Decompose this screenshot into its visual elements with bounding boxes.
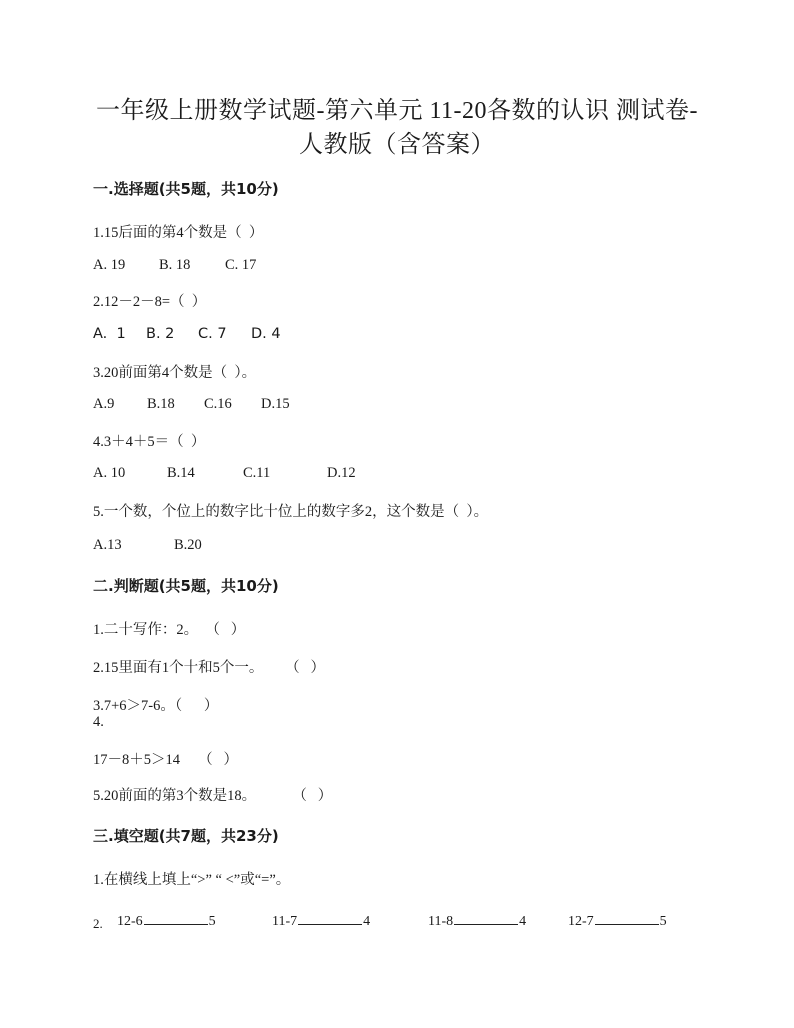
judge-question-2: 2.15里面有1个十和5个一。 （ ） xyxy=(93,660,325,676)
choice-q3-option-b: B.18 xyxy=(147,396,175,412)
fill-item-1-right: 5 xyxy=(208,914,216,929)
judge-question-1: 1.二十写作：2。 （ ） xyxy=(93,622,246,638)
page-title-line1: 一年级上册数学试题-第六单元 11-20各数的认识 测试卷- xyxy=(95,98,699,124)
fill-item-3-blank[interactable] xyxy=(454,910,518,925)
choice-question-1: 1.15后面的第4个数是（ ） xyxy=(93,225,264,241)
fill-item-1 xyxy=(103,894,216,946)
choice-q2-option-c: C. 7 xyxy=(198,326,227,342)
page-title-line2: 人教版（含答案） xyxy=(299,132,495,158)
fill-item-2-blank[interactable] xyxy=(298,910,362,925)
fill-question-2-number: 2. xyxy=(93,916,103,931)
fill-item-2 xyxy=(258,894,370,946)
choice-question-4: 4.3＋4＋5＝（ ） xyxy=(93,434,206,450)
fill-item-4-right: 5 xyxy=(659,914,667,929)
fill-item-1-left: 12-6 xyxy=(117,914,143,929)
choice-q1-option-c: C. 17 xyxy=(225,257,257,273)
choice-q3-option-a: A.9 xyxy=(93,396,115,412)
section-heading-fill: 三.填空题(共7题，共23分) xyxy=(93,827,279,845)
choice-q4-option-a: A. 10 xyxy=(93,465,126,481)
fill-item-3-left: 11-8 xyxy=(428,914,454,929)
judge-question-4: 17－8＋5＞14 （ ） xyxy=(93,752,238,768)
fill-item-2-right: 4 xyxy=(363,914,371,929)
choice-q5-option-b: B.20 xyxy=(174,537,202,553)
choice-q4-option-b: B.14 xyxy=(167,465,195,481)
fill-item-4-blank[interactable] xyxy=(595,910,659,925)
choice-question-2: 2.12－2－8=（ ） xyxy=(93,294,207,310)
choice-question-3: 3.20前面第4个数是（ ）。 xyxy=(93,365,257,381)
choice-q2-option-a: A. 1 xyxy=(93,326,126,342)
judge-question-3: 3.7+6＞7-6。（ ） xyxy=(93,698,219,714)
fill-item-4 xyxy=(554,894,667,946)
fill-item-2-left: 11-7 xyxy=(272,914,298,929)
judge-question-5: 5.20前面的第3个数是18。 （ ） xyxy=(93,788,333,804)
choice-q2-option-d: D. 4 xyxy=(251,326,281,342)
choice-q5-option-a: A.13 xyxy=(93,537,122,553)
choice-q3-option-d: D.15 xyxy=(261,396,290,412)
choice-q4-option-c: C.11 xyxy=(243,465,271,481)
section-heading-choice: 一.选择题(共5题，共10分) xyxy=(93,180,279,198)
fill-item-1-blank[interactable] xyxy=(144,910,208,925)
choice-q2-option-b: B. 2 xyxy=(146,326,175,342)
choice-q3-option-c: C.16 xyxy=(204,396,232,412)
fill-question-1: 1.在横线上填上“>” “ <”或“=”。 xyxy=(93,872,291,888)
section-heading-judge: 二.判断题(共5题，共10分) xyxy=(93,577,279,595)
choice-q4-option-d: D.12 xyxy=(327,465,356,481)
fill-item-4-left: 12-7 xyxy=(568,914,594,929)
choice-q1-option-a: A. 19 xyxy=(93,257,126,273)
fill-item-3 xyxy=(414,894,526,946)
fill-item-3-right: 4 xyxy=(519,914,527,929)
choice-question-5: 5.一个数，个位上的数字比十位上的数字多2，这个数是（ ）。 xyxy=(93,504,489,520)
judge-question-4-number: 4. xyxy=(93,714,104,730)
choice-q1-option-b: B. 18 xyxy=(159,257,191,273)
